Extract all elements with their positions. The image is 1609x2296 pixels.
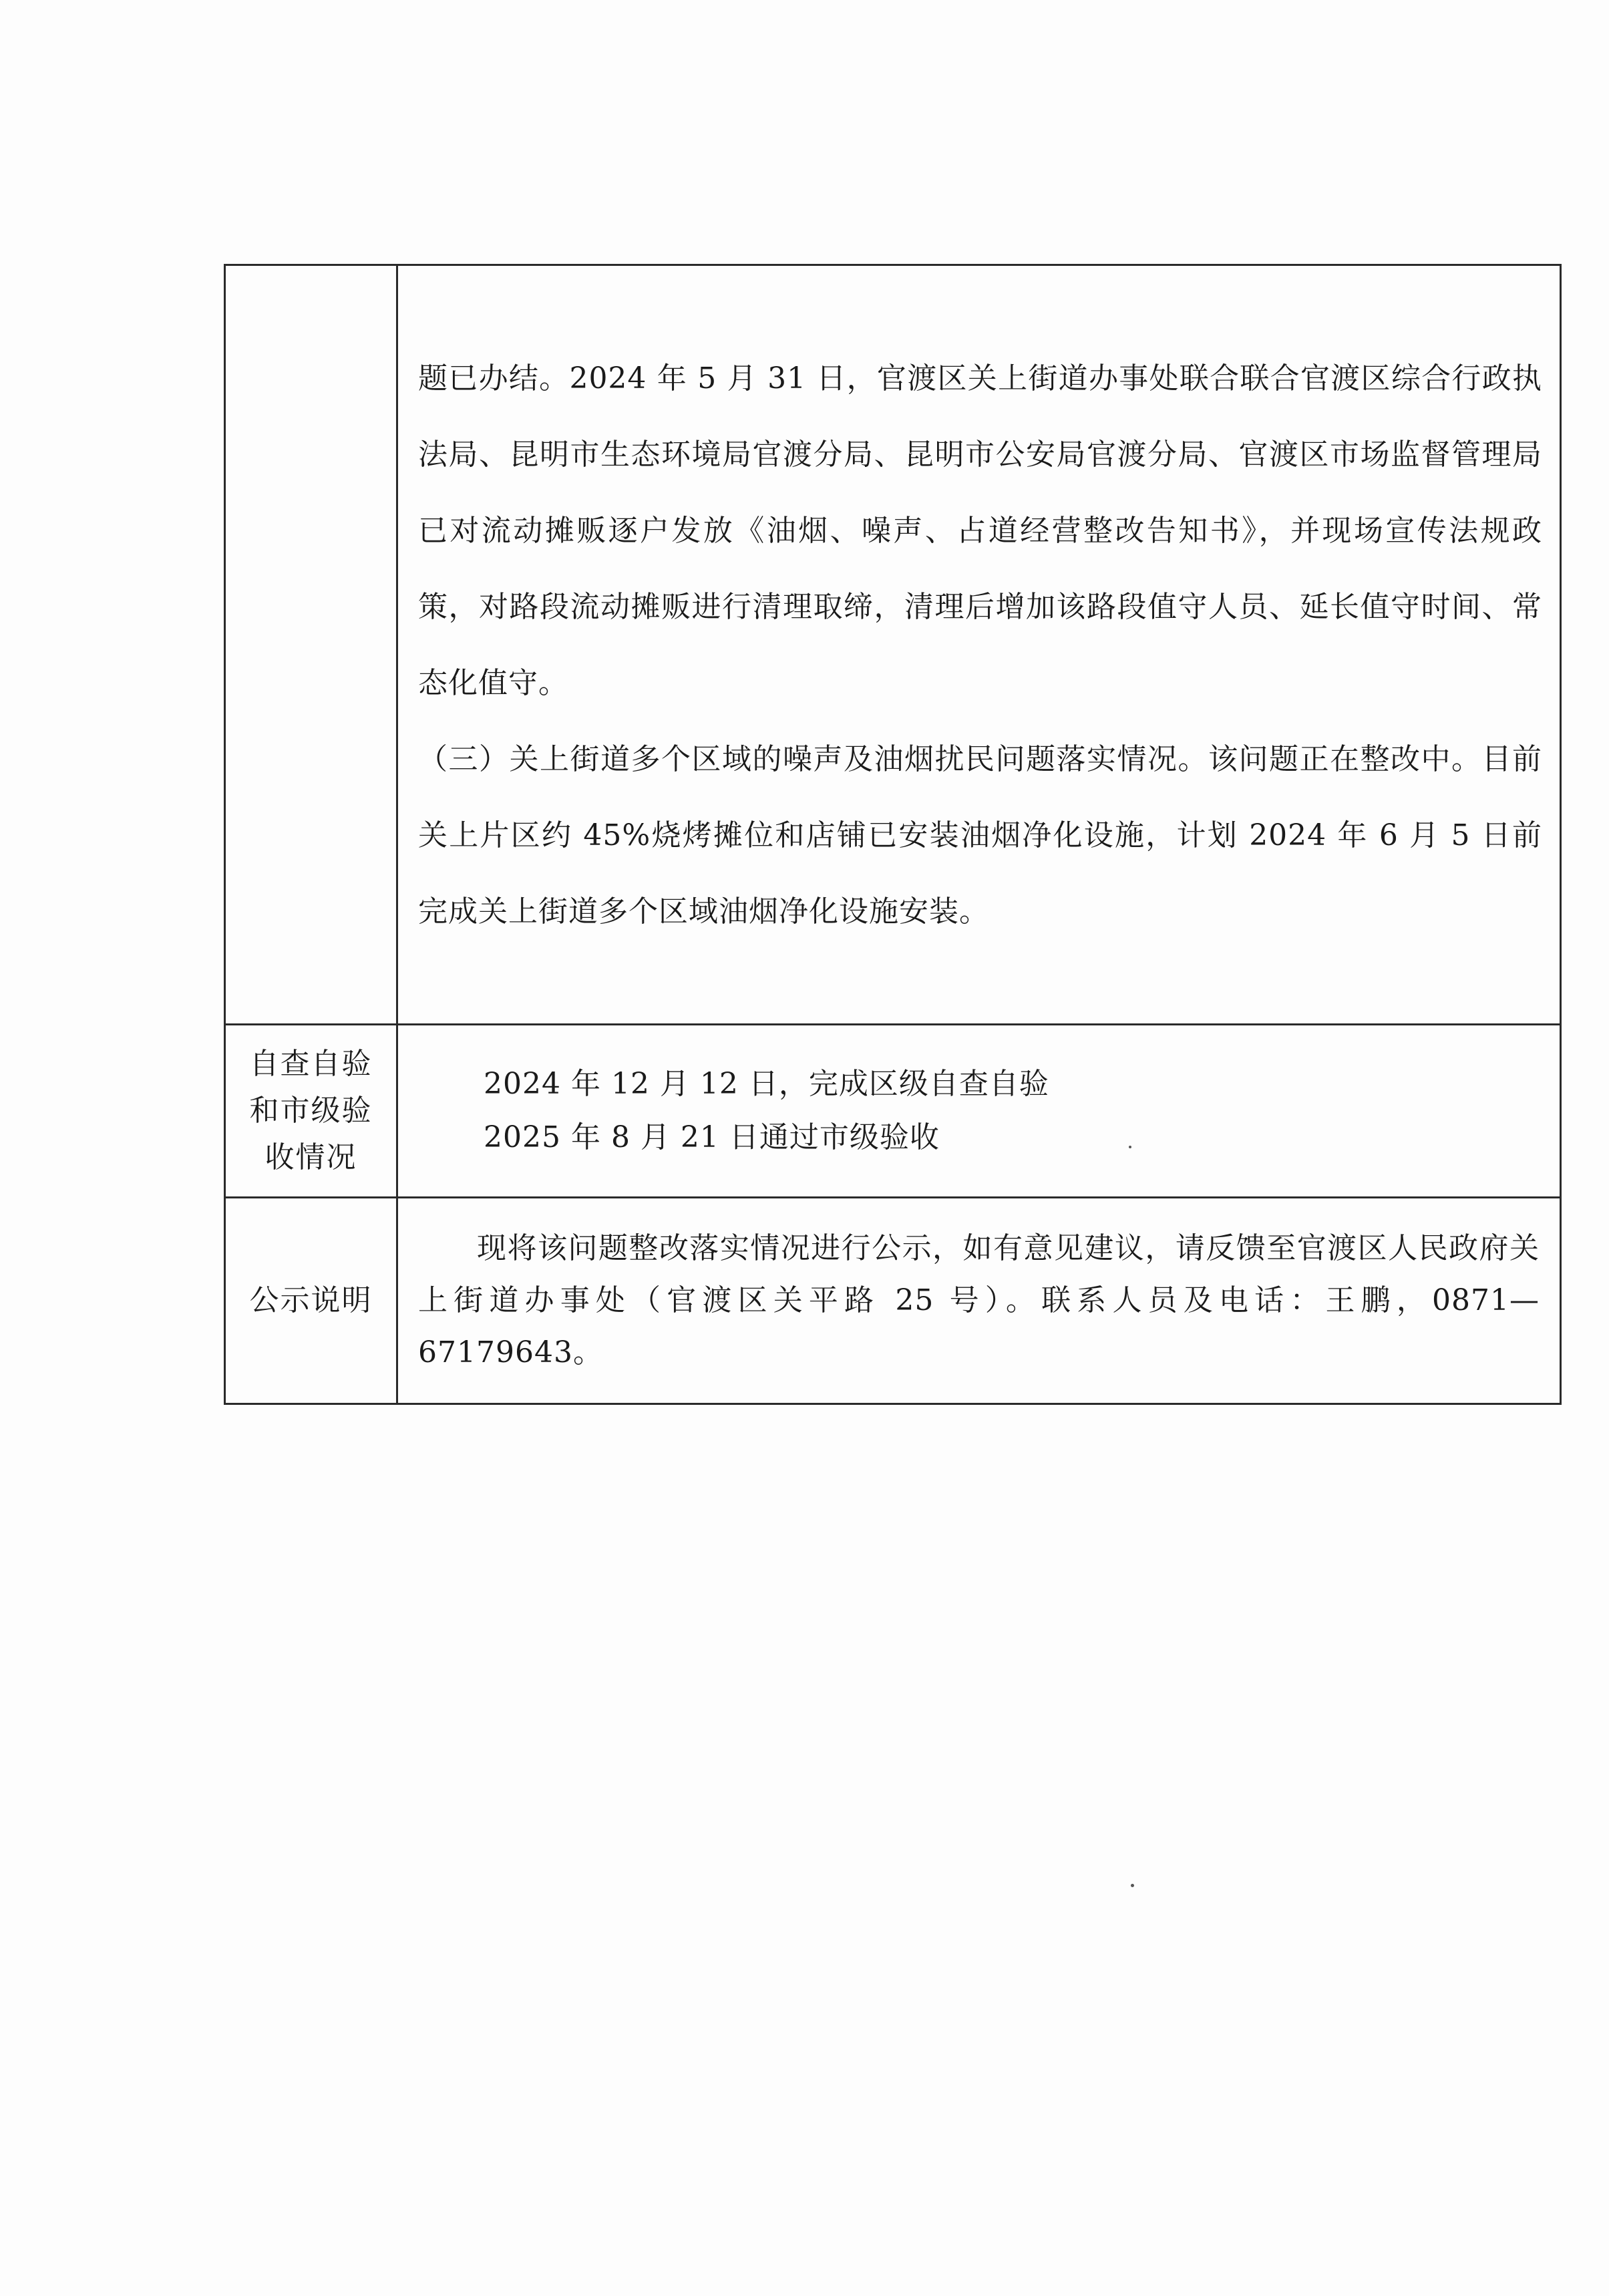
- progress-paragraph-2: （三）关上街道多个区域的噪声及油烟扰民问题落实情况。该问题正在整改中。目前关上片区约 45%烧烤摊位和店铺已安装油烟净化设施，计划 2024 年 6 月 5 日前完成关上街道多个区域油烟净化设施安装。: [418, 742, 1542, 929]
- notice-content-cell: [397, 1198, 1561, 1404]
- acceptance-line-district: 2024 年 12 月 12 日，完成区级自查自验: [484, 1067, 1049, 1101]
- acceptance-label-line-2: 和市级验: [249, 1094, 373, 1128]
- scan-speck: [1131, 1884, 1134, 1887]
- acceptance-content-cell: [397, 1025, 1561, 1198]
- notice-label-cell: [225, 1198, 397, 1404]
- notice-label: 公示说明: [249, 1283, 373, 1317]
- acceptance-label-line-3: 收情况: [264, 1140, 357, 1174]
- table-row-progress: [225, 265, 1561, 1025]
- table-row-notice: [225, 1198, 1561, 1404]
- rectification-table: [224, 264, 1562, 1405]
- scan-speck: [1129, 1146, 1131, 1148]
- acceptance-line-city: 2025 年 8 月 21 日通过市级验收: [484, 1120, 940, 1154]
- progress-paragraph-1: 题已办结。2024 年 5 月 31 日，官渡区关上街道办事处联合联合官渡区综合行政执法局、昆明市生态环境局官渡分局、昆明市公安局官渡分局、官渡区市场监督管理局已对流动摊贩逐户发放《油烟、噪声、占道经营整改告知书》，并现场宣传法规政策，对路段流动摊贩进行清理取缔，清理后增加该路段值守人员、延长值守时间、常态化值守。: [418, 361, 1542, 700]
- table-row-acceptance: [225, 1025, 1561, 1198]
- progress-content-cell: [397, 265, 1561, 1025]
- progress-label-cell: [225, 265, 397, 1025]
- acceptance-label-cell: [225, 1025, 397, 1198]
- acceptance-label-line-1: 自查自验: [249, 1047, 373, 1081]
- notice-text: 现将该问题整改落实情况进行公示，如有意见建议，请反馈至官渡区人民政府关上街道办事处（官渡区关平路 25 号）。联系人员及电话：王鹏，0871—67179643。: [418, 1231, 1540, 1369]
